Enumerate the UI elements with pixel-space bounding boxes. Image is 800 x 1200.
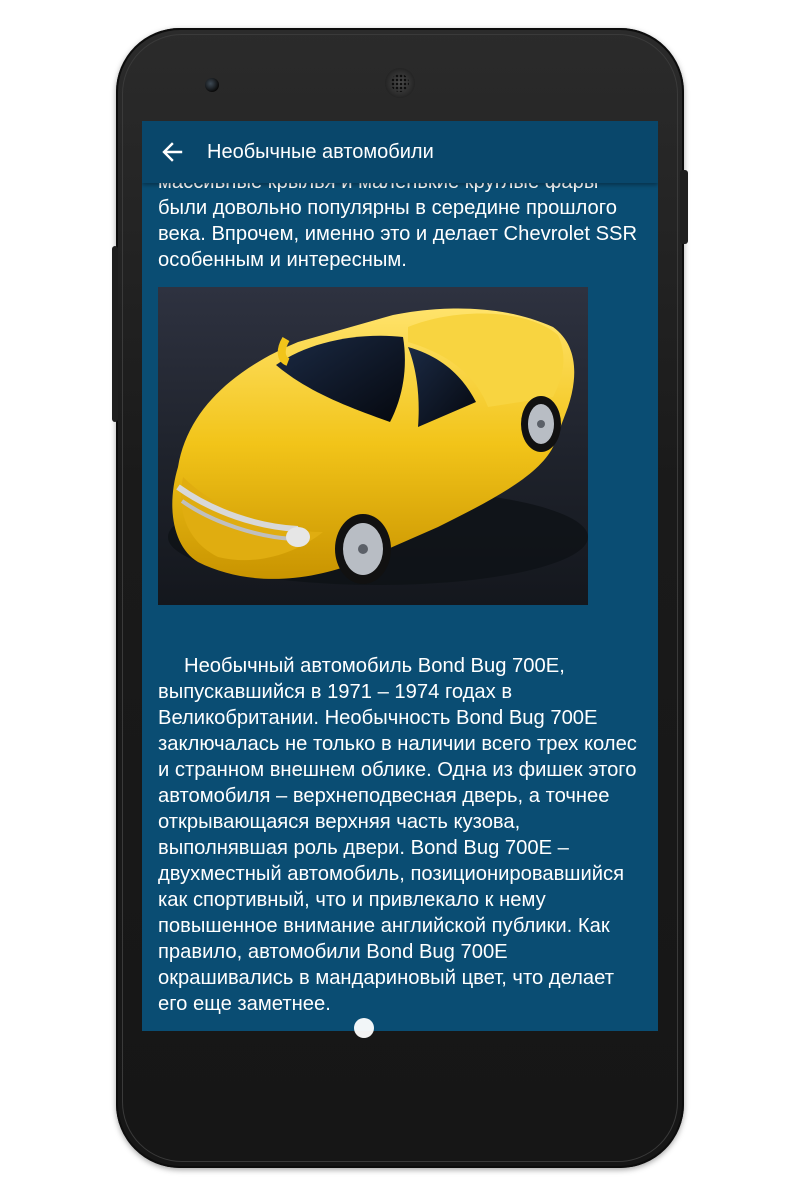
power-button (680, 170, 688, 244)
front-camera (205, 78, 219, 92)
page-title: Необычные автомобили (207, 140, 434, 163)
article-content[interactable] (158, 169, 642, 1017)
article-paragraph: были довольно популярны в середине прошлого века. Впрочем, именно это и делает Chevrolet SSR особенным и интересным. (158, 197, 638, 271)
earpiece-speaker (385, 68, 415, 98)
arrow-left-icon (161, 141, 183, 163)
car-photo (158, 287, 588, 605)
volume-button (112, 246, 118, 422)
app-bar (142, 121, 658, 183)
article-paragraph: Необычный автомобиль Bond Bug 700E, выпускавшийся в 1971 – 1974 годах в Великобритании. Необычность Bond Bug 700E заключалась не только в наличии всего трех колес и странном внешнем облике. Одна из фишек этого автомобиля – верхнеподвесная дверь, а точнее открывающаяся верхняя часть кузова, выполнявшая роль двери. Bond Bug 700E – двухместный автомобиль, позиционировавшийся как спортивный, что и привлекало к нему повышенное внимание английской публики. Как правило, автомобили Bond Bug 700E окрашивались в мандариновый цвет, что делает его еще заметнее. (158, 655, 637, 1015)
scroll-indicator (354, 1018, 374, 1038)
back-button[interactable] (142, 121, 202, 183)
app-screen (142, 121, 658, 1031)
